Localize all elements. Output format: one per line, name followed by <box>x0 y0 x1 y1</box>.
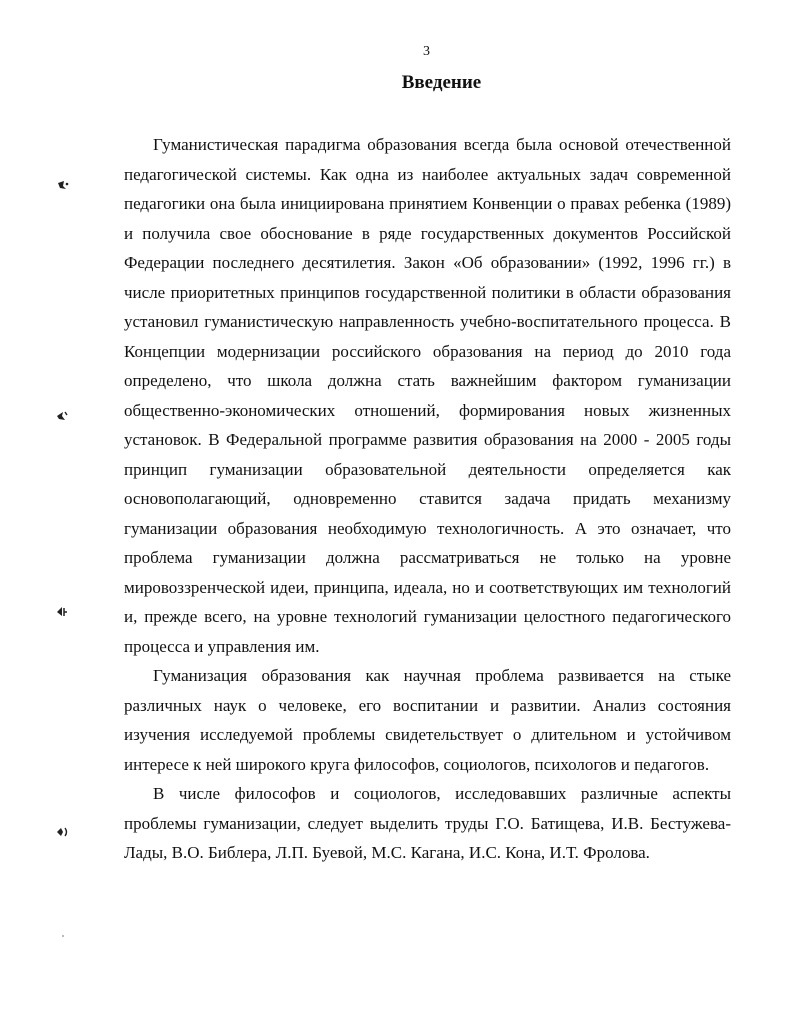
binding-mark-icon <box>56 410 70 422</box>
binding-mark-icon <box>56 826 70 838</box>
paragraph-2: Гуманизация образования как научная проблема развивается на стыке различных наук о человеке, его воспитании и развитии. Анализ состояния изучения исследуемой проблемы свидетельствует о длительном и устойчивом интересе к ней широкого круга философов, социологов, психологов и педагогов. <box>124 666 731 774</box>
scan-speck <box>62 935 64 937</box>
binding-mark-icon <box>56 606 70 618</box>
paragraph-3: В числе философов и социологов, исследовавших различные аспекты проблемы гуманизации, следует выделить труды Г.О. Батищева, И.В. Бестужева-Лады, В.О. Библера, Л.П. Буевой, М.С. Кагана, И.С. Кона, И.Т. Фролова. <box>124 784 731 862</box>
page-title: Введение <box>401 72 482 93</box>
page-number: 3 <box>423 44 430 59</box>
binding-mark-icon <box>56 180 70 192</box>
body-text <box>124 130 731 868</box>
paragraph-1: Гуманистическая парадигма образования всегда была основой отечественной педагогической системы. Как одна из наиболее актуальных задач современной педагогики она была инициирована принятием Конвенции о правах ребенка (1989) и получила свое обоснование в ряде государственных документов Российской Федерации последнего десятилетия. Закон «Об образовании» (1992, 1996 гг.) в числе приоритетных принципов государственной политики в области образования установил гуманистическую направленность учебно-воспитательного процесса. В Концепции модернизации российского образования на период до 2010 года определено, что школа должна стать важнейшим фактором гуманизации общественно-экономических отношений, формирования новых жизненных установок. В Федеральной программе развития образования на 2000 - 2005 годы принцип гуманизации образовательной деятельности определяется как основополагающий, одновременно ставится задача придать механизму гуманизации образования необходимую технологичность. А это означает, что проблема гуманизации должна рассматриваться не только на уровне мировоззренческой идеи, принципа, идеала, но и соответствующих им технологий и, прежде всего, на уровне технологий гуманизации целостного педагогического процесса и управления им. <box>124 135 731 656</box>
